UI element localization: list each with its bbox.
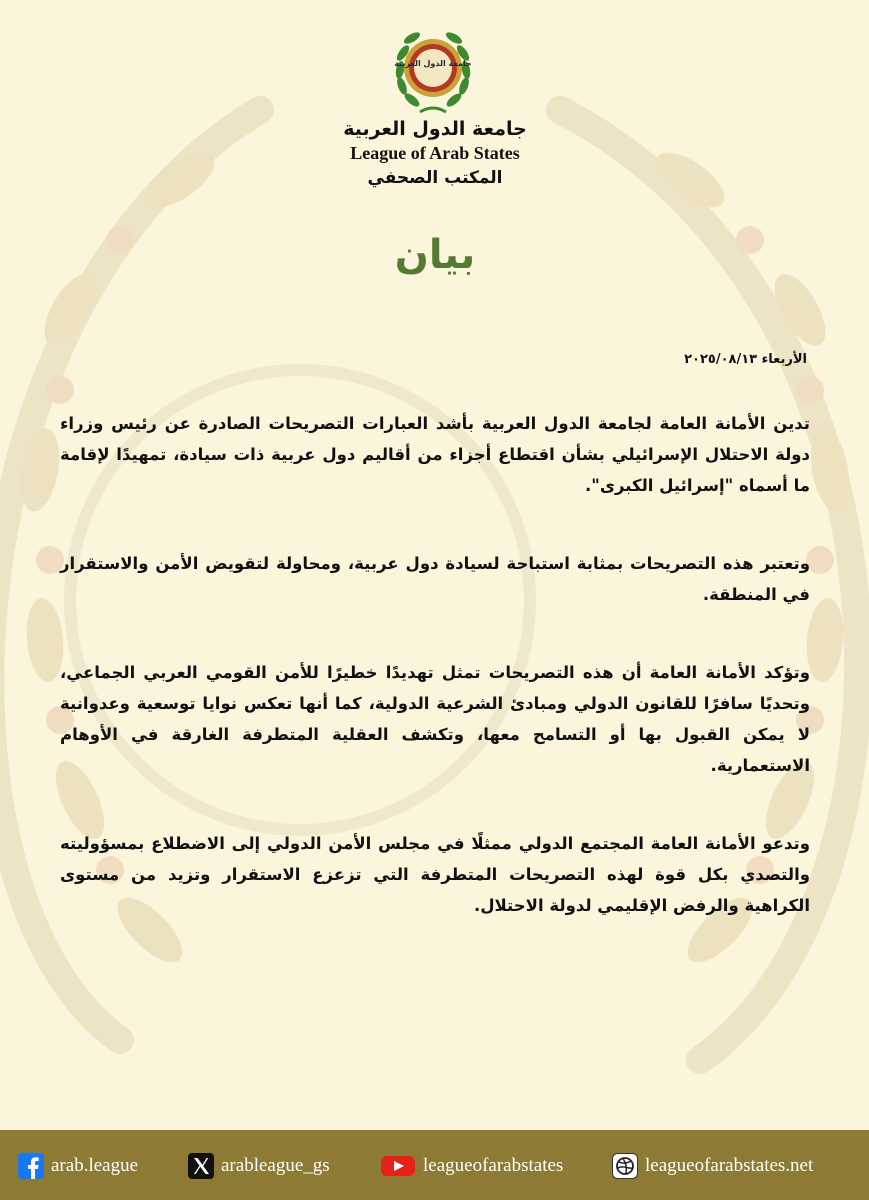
website-icon [612, 1153, 638, 1179]
x-handle: arableague_gs [221, 1155, 330, 1176]
statement-body [60, 408, 810, 968]
paragraph-1: تدين الأمانة العامة لجامعة الدول العربية بأشد العبارات التصريحات الصادرة عن رئيس وزراء دولة الاحتلال الإسرائيلي بشأن اقتطاع أجزاء من أقاليم دول عربية ذات سيادة، تمهيدًا لإقامة ما أسماه "إسرائيل الكبرى". [60, 414, 810, 495]
press-office-label: المكتب الصحفي [367, 168, 503, 188]
paragraph-2: وتعتبر هذه التصريحات بمثابة استباحة لسيادة دول عربية، ومحاولة لتقويض الأمن والاستقرار في المنطقة. [60, 554, 810, 604]
letterhead [0, 0, 869, 200]
facebook-handle: arab.league [51, 1155, 139, 1176]
paragraph-3: وتؤكد الأمانة العامة أن هذه التصريحات تمثل تهديدًا خطيرًا للأمن القومي العربي الجماعي، وتحديًا سافرًا للقانون الدولي ومبادئ الشرعية الدولية، كما أنها تعكس نوايا توسعية وعدوانية لا يمكن القبول بها أو التسامح معها، وتكشف العقلية المتطرفة الغارقة في الأوهام الاستعمارية. [60, 663, 810, 775]
youtube-handle: leagueofarabstates [423, 1155, 564, 1176]
document-date: الأربعاء ٢٠٢٥/٠٨/١٣ [684, 352, 807, 367]
document-title: بيان [394, 232, 476, 278]
social-footer [0, 1130, 869, 1200]
youtube-link[interactable] [380, 1152, 563, 1180]
website-link[interactable] [612, 1152, 813, 1180]
org-name-english: League of Arab States [350, 143, 520, 163]
facebook-icon [18, 1153, 44, 1179]
arab-league-emblem-icon [388, 18, 478, 116]
x-icon [188, 1153, 214, 1179]
website-url: leagueofarabstates.net [645, 1155, 814, 1176]
emblem-text: جامعة الدول العربية [394, 59, 472, 68]
paragraph-4: وتدعو الأمانة العامة المجتمع الدولي ممثلًا في مجلس الأمن الدولي إلى الاضطلاع بمسؤوليته والتصدي بكل قوة لهذه التصريحات المتطرفة التي تزعزع الاستقرار وتزيد من مستوى الكراهية والرفض الإقليمي لدولة الاحتلال. [60, 834, 810, 915]
x-link[interactable] [188, 1152, 330, 1180]
youtube-icon [380, 1153, 416, 1179]
org-name-arabic: جامعة الدول العربية [343, 118, 527, 140]
facebook-link[interactable] [18, 1152, 138, 1180]
